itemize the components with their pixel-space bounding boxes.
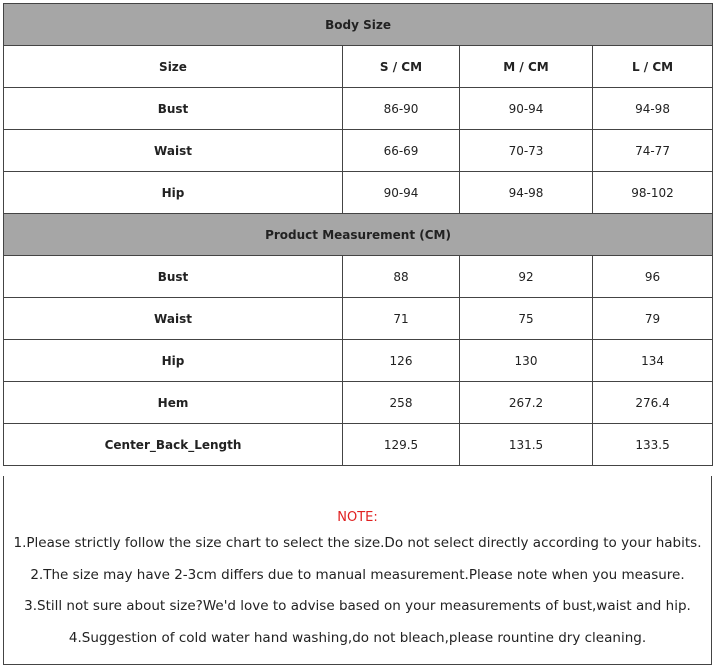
row-label: Waist (4, 130, 343, 172)
row-label: Center_Back_Length (4, 424, 343, 466)
table-cell: 86-90 (343, 88, 460, 130)
table-cell: 70-73 (460, 130, 593, 172)
table-cell: 96 (593, 256, 713, 298)
table-row (4, 130, 713, 172)
note-section (3, 476, 712, 665)
row-label: Hip (4, 172, 343, 214)
table-cell: 79 (593, 298, 713, 340)
row-label: Bust (4, 256, 343, 298)
body-size-title: Body Size (4, 4, 713, 46)
column-header-s: S / CM (343, 46, 460, 88)
product-measurement-title: Product Measurement (CM) (4, 214, 713, 256)
table-cell: 133.5 (593, 424, 713, 466)
note-line-1: 1.Please strictly follow the size chart to select the size.Do not select directly according to your habits. (13, 535, 702, 551)
table-cell: 94-98 (593, 88, 713, 130)
table-cell: 92 (460, 256, 593, 298)
table-cell: 75 (460, 298, 593, 340)
table-row (4, 256, 713, 298)
table-row (4, 340, 713, 382)
note-line-3: 3.Still not sure about size?We'd love to advise based on your measurements of bust,waist and hip. (24, 598, 691, 614)
table-cell: 90-94 (343, 172, 460, 214)
note-line-4: 4.Suggestion of cold water hand washing,do not bleach,please rountine dry cleaning. (68, 629, 647, 646)
table-cell: 90-94 (460, 88, 593, 130)
table-cell: 129.5 (343, 424, 460, 466)
table-row (4, 424, 713, 466)
column-header-l: L / CM (593, 46, 713, 88)
table-row (4, 172, 713, 214)
table-cell: 88 (343, 256, 460, 298)
table-cell: 74-77 (593, 130, 713, 172)
note-line-2: 2.The size may have 2-3cm differs due to manual measurement.Please note when you measure. (30, 566, 685, 583)
row-label: Bust (4, 88, 343, 130)
table-cell: 94-98 (460, 172, 593, 214)
table-cell: 134 (593, 340, 713, 382)
column-header-row (4, 46, 713, 88)
table-cell: 258 (343, 382, 460, 424)
table-cell: 131.5 (460, 424, 593, 466)
table-cell: 130 (460, 340, 593, 382)
table-row (4, 298, 713, 340)
note-title: NOTE: (337, 510, 378, 525)
table-cell: 126 (343, 340, 460, 382)
size-chart-table (3, 3, 713, 466)
table-cell: 98-102 (593, 172, 713, 214)
table-row (4, 382, 713, 424)
column-header-m: M / CM (460, 46, 593, 88)
row-label: Hem (4, 382, 343, 424)
product-measurement-header-row (4, 214, 713, 256)
table-row (4, 88, 713, 130)
table-cell: 276.4 (593, 382, 713, 424)
body-size-header-row (4, 4, 713, 46)
column-header-size: Size (4, 46, 343, 88)
row-label: Hip (4, 340, 343, 382)
table-cell: 66-69 (343, 130, 460, 172)
row-label: Waist (4, 298, 343, 340)
table-cell: 71 (343, 298, 460, 340)
table-cell: 267.2 (460, 382, 593, 424)
